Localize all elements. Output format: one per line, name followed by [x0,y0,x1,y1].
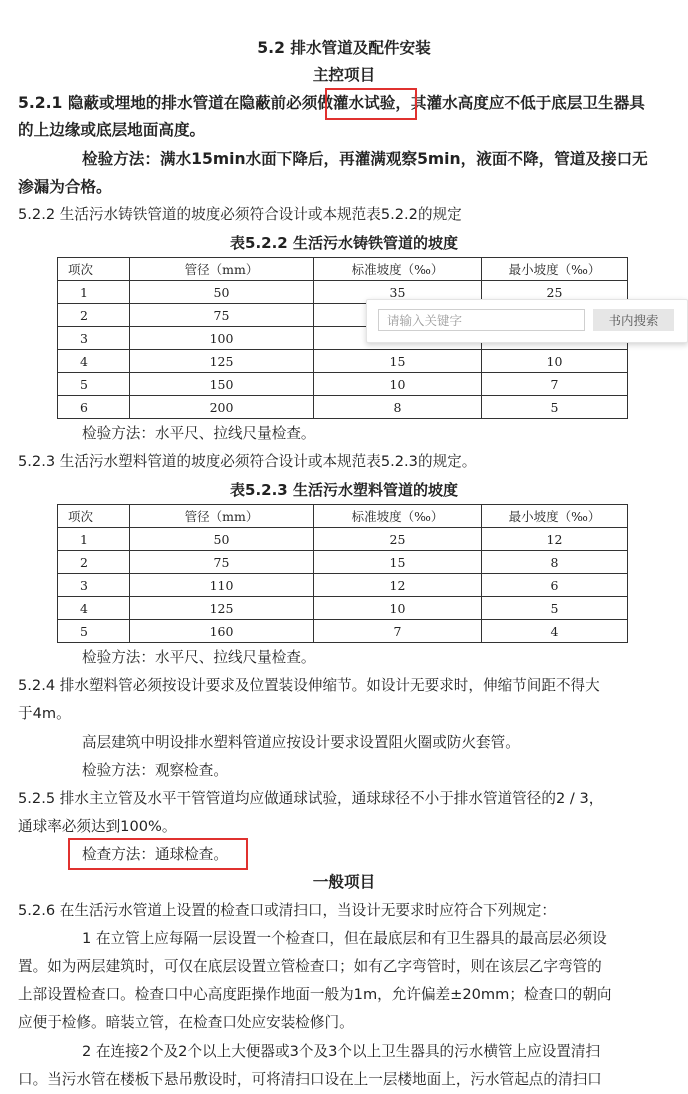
table-5-2-3-caption: 表5.2.3 生活污水塑料管道的坡度 [230,481,458,499]
clause-5-2-4-line2: 于4m。 [18,705,71,722]
general-items-title: 一般项目 [312,873,376,891]
clause-5-2-1-text-b: ，其灌水高度应不低于底层卫生器具 [395,94,645,112]
table-cell: 5 [58,620,130,643]
table-row [58,396,628,419]
table-row [58,373,628,396]
table-cell: 160 [130,620,314,643]
header-cell: 最小坡度（‰） [482,505,628,528]
clause-5-2-2: 5.2.2 生活污水铸铁管道的坡度必须符合设计或本规范表5.2.2的规定 [18,206,462,223]
table-cell: 5 [58,373,130,396]
clause-5-2-4-line3: 高层建筑中明设排水塑料管道应按设计要求设置阻火圈或防火套管。 [82,734,520,751]
table-cell: 4 [58,350,130,373]
clause-5-2-5-line1: 5.2.5 排水主立管及水平干管管道均应做通球试验，通球球径不小于排水管道管径的2 / 3， [18,790,604,807]
table-row [58,574,628,597]
clause-5-2-5-line2: 通球率必须达到100%。 [18,818,177,835]
table-cell: 15 [314,551,482,574]
table-cell: 125 [130,597,314,620]
table-cell: 50 [130,281,314,304]
main-items-title: 主控项目 [312,66,376,84]
table-cell: 8 [482,551,628,574]
table-row [58,620,628,643]
header-cell: 项次 [58,505,130,528]
clause-5-2-1-check-line1: 检验方法：满水15min水面下降后，再灌满观察5min，液面不降，管道及接口无 [82,150,648,168]
section-heading: 5.2 排水管道及配件安装 [257,39,431,57]
table-cell: 3 [58,574,130,597]
table-cell: 3 [58,327,130,350]
table-header-row [58,505,628,528]
clause-5-2-6-item2-line1: 2 在连接2个及2个以上大便器或3个及3个以上卫生器具的污水横管上应设置清扫 [82,1043,601,1060]
table-cell: 7 [314,620,482,643]
table-5-2-3 [57,504,628,643]
table-cell: 5 [482,396,628,419]
clause-5-2-4-line1: 5.2.4 排水塑料管必须按设计要求及位置装设伸缩节。如设计无要求时，伸缩节间距不得大 [18,677,600,694]
table-cell: 110 [130,574,314,597]
clause-5-2-1-check-line2: 渗漏为合格。 [18,178,112,196]
table-cell: 15 [314,350,482,373]
clause-5-2-6: 5.2.6 在生活污水管道上设置的检查口或清扫口，当设计无要求时应符合下列规定： [18,902,556,919]
table-cell: 200 [130,396,314,419]
search-in-book-button[interactable]: 书内搜索 [593,309,674,331]
table-cell: 150 [130,373,314,396]
table-cell: 75 [130,551,314,574]
table-cell: 7 [482,373,628,396]
table-cell: 6 [482,574,628,597]
clause-5-2-2-check: 检验方法：水平尺、拉线尺量检查。 [82,425,316,442]
clause-5-2-6-item1-line1: 1 在立管上应每隔一层设置一个检查口，但在最底层和有卫生器具的最高层必须设 [82,930,607,947]
table-cell: 25 [482,281,628,304]
highlight-box-irrigation-test [325,88,417,120]
header-cell: 项次 [58,258,130,281]
table-row [58,350,628,373]
table-header-row [58,258,628,281]
table-cell: 50 [130,528,314,551]
header-cell: 最小坡度（‰） [482,258,628,281]
table-cell: 75 [130,304,314,327]
table-cell: 12 [482,528,628,551]
table-row [58,551,628,574]
highlighted-phrase: 做灌水试验 [317,94,396,112]
header-cell: 标准坡度（‰） [314,258,482,281]
clause-5-2-4-check: 检验方法：观察检查。 [82,762,228,779]
table-cell: 1 [58,281,130,304]
table-row [58,597,628,620]
in-book-search-popup [366,299,688,343]
table-cell: 10 [482,350,628,373]
clause-5-2-6-item1-line3: 上部设置检查口。检查口中心高度距操作地面一般为1m，允许偏差±20mm；检查口的朝向 [18,986,612,1003]
header-cell: 标准坡度（‰） [314,505,482,528]
table-cell: 2 [58,304,130,327]
table-row [58,528,628,551]
clause-5-2-6-item1-line4: 应便于检修。暗装立管，在检查口处应安装检修门。 [18,1014,354,1031]
table-cell: 10 [314,373,482,396]
table-cell: 8 [314,396,482,419]
clause-5-2-1-text-a: 5.2.1 隐蔽或埋地的排水管道在隐蔽前必须 [18,94,318,112]
table-cell: 1 [58,528,130,551]
table-cell: 4 [482,620,628,643]
clause-5-2-3: 5.2.3 生活污水塑料管道的坡度必须符合设计或本规范表5.2.3的规定。 [18,453,477,470]
table-cell: 10 [314,597,482,620]
table-cell: 6 [58,396,130,419]
table-cell: 35 [314,281,482,304]
search-input[interactable] [378,309,585,331]
table-5-2-2-caption: 表5.2.2 生活污水铸铁管道的坡度 [230,234,458,252]
table-cell: 25 [314,528,482,551]
table-cell: 5 [482,597,628,620]
table-cell: 125 [130,350,314,373]
table-cell: 4 [58,597,130,620]
table-cell: 100 [130,327,314,350]
highlight-box-ball-check [68,838,248,870]
clause-5-2-5-check: 检查方法：通球检查。 [82,846,228,863]
clause-5-2-6-item2-line2: 口。当污水管在楼板下悬吊敷设时，可将清扫口设在上一层楼地面上，污水管起点的清扫口 [18,1071,602,1088]
clause-5-2-1-line2: 的上边缘或底层地面高度。 [18,121,206,139]
clause-5-2-6-item1-line2: 置。如为两层建筑时，可仅在底层设置立管检查口；如有乙字弯管时，则在该层乙字弯管的 [18,958,602,975]
table-cell: 12 [314,574,482,597]
table-cell: 2 [58,551,130,574]
header-cell: 管径（mm） [130,505,314,528]
header-cell: 管径（mm） [130,258,314,281]
clause-5-2-3-check: 检验方法：水平尺、拉线尺量检查。 [82,649,316,666]
